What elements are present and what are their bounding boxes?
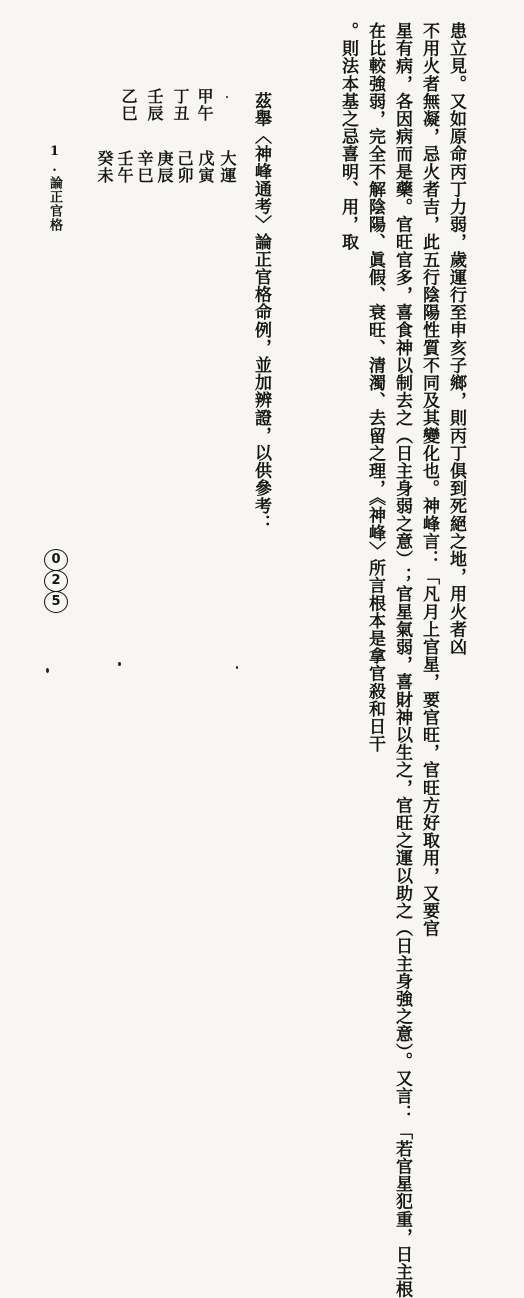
pillar-branch: 丑 [171, 105, 190, 122]
pillar-day [146, 88, 162, 122]
luck-pillar [156, 150, 172, 184]
scan-speck [118, 662, 121, 666]
luck-pillar [136, 150, 152, 184]
body-column-1: 患立見。又如原命丙丁力弱，歲運行至申亥子鄉，則丙丁俱到死絕之地，用火者凶 [446, 22, 466, 656]
body-column-5: 。則法本基之忌喜明、用，取 [338, 22, 358, 251]
luck-stem: 癸 [95, 150, 114, 167]
luck-branch: 卯 [175, 167, 194, 184]
luck-pillar [116, 150, 132, 184]
luck-pillar [96, 150, 112, 184]
luck-branch: 未 [95, 167, 114, 184]
pillar-hour [120, 88, 136, 122]
luck-stem: 壬 [115, 150, 134, 167]
body-column-2: 不用火者無凝，忌火者吉，此五行陰陽性質不同及其變化也。神峰言：「凡月上官星，要官旺，官旺方好取用，又要官 [419, 22, 439, 938]
luck-branch: 寅 [196, 167, 215, 184]
intro-line: 茲舉〈神峰通考〉論正官格命例，並加辨證，以供參考： [251, 92, 271, 532]
luck-branch: 巳 [135, 167, 154, 184]
pillar-branch: 午 [195, 105, 214, 122]
body-column-4: 在比較強弱，完全不解陰陽、眞假、衰旺、清濁、去留之理，《神峰〉所言根本是拿官殺和日干 [365, 22, 385, 753]
luck-stem: 庚 [155, 150, 174, 167]
page-number-digit: 2 [44, 570, 68, 592]
scan-speck [46, 668, 49, 673]
pillar-stem: 壬 [145, 88, 164, 105]
luck-label: 大運 [218, 150, 237, 184]
pillar-branch: 巳 [119, 105, 138, 122]
luck-pillar [176, 150, 192, 184]
scan-speck [226, 96, 228, 98]
luck-branch: 午 [115, 167, 134, 184]
pillar-stem: 丁 [171, 88, 190, 105]
pillar-branch: 辰 [145, 105, 164, 122]
body-column-3: 星有病，各因病而是藥。官旺官多，喜食神以制去之（日主身弱之意）；官星氣弱，喜財神以生之，官旺之運以助之（日主身強之意）。又言：「若官星犯重，日主根 [392, 22, 412, 1298]
section-heading: 1.論正官格 [47, 144, 62, 232]
pillar-month [172, 88, 188, 122]
luck-branch: 辰 [155, 167, 174, 184]
pillar-stem: 乙 [119, 88, 138, 105]
luck-pillar [197, 150, 213, 184]
pillar-stem: 甲 [195, 88, 214, 105]
luck-stem: 辛 [135, 150, 154, 167]
page-number-digit: 5 [44, 591, 68, 613]
luck-stem: 己 [175, 150, 194, 167]
scan-speck [236, 666, 238, 669]
page-number-digit: 0 [44, 549, 68, 571]
luck-stem: 戊 [196, 150, 215, 167]
pillar-year [196, 88, 212, 122]
